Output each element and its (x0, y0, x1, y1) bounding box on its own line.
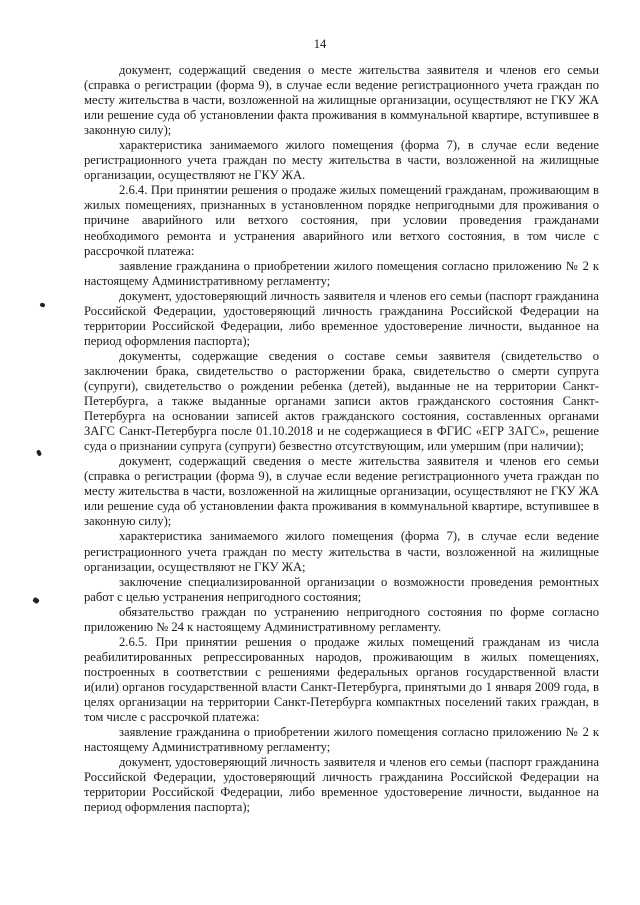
paragraph-application-2: заявление гражданина о приобретении жилого помещения согласно приложению № 2 к настоящему Административному регламенту; (84, 725, 599, 755)
paragraph-identity-document: документ, удостоверяющий личность заявителя и членов его семьи (паспорт гражданина Российской Федерации, удостоверяющий личность гражданина Российской Федерации на территории Российской Федерации, либо временное удостоверение личности, выданное на период оформления паспорта); (84, 288, 599, 348)
paragraph-application: заявление гражданина о приобретении жилого помещения согласно приложению № 2 к настоящему Административному регламенту; (84, 258, 599, 288)
paragraph-residence-certificate-2: документ, содержащий сведения о месте жительства заявителя и членов его семьи (справка о регистрации (форма 9), в случае если ведение регистрационного учета граждан по месту жительства в части, возложенной на жилищные организации, осуществляют не ГКУ ЖА или решение суда об установлении факта проживания в коммунальной квартире, вступившее в законную силу); (84, 454, 599, 529)
paragraph-family-documents: документы, содержащие сведения о составе семьи заявителя (свидетельство о заключении брака, свидетельство о расторжении брака, свидетельство о смерти супруга (супруги), свидетельство о рождении ребенка (детей), выданные не на территории Санкт-Петербурга, а также выданные органами записи актов гражданского состояния Санкт-Петербурга на основании записей актов гражданского состояния, составленных органами ЗАГС Санкт-Петербурга после 01.10.2018 и не содержащиеся в ФГИС «ЕГР ЗАГС», решение суда о признании супруга (супруги) безвестно отсутствующим, или умершим (при наличии); (84, 348, 599, 454)
scan-mark (39, 302, 45, 307)
scan-mark (36, 449, 42, 456)
paragraph-expert-conclusion: заключение специализированной организации о возможности проведения ремонтных работ с целью устранения непригодного состояния; (84, 574, 599, 604)
paragraph-housing-characteristic-2: характеристика занимаемого жилого помещения (форма 7), в случае если ведение регистрационного учета граждан по месту жительства в части, возложенной на жилищные организации, осуществляют не ГКУ ЖА; (84, 529, 599, 574)
paragraph-housing-characteristic: характеристика занимаемого жилого помещения (форма 7), в случае если ведение регистрационного учета граждан по месту жительства в части, возложенной на жилищные организации, осуществляют не ГКУ ЖА. (84, 138, 599, 183)
paragraph-obligation: обязательство граждан по устранению непригодного состояния по форме согласно приложению № 24 к настоящему Административному регламенту. (84, 604, 599, 634)
document-body (84, 63, 599, 815)
page-number: 14 (313, 37, 327, 51)
scan-mark (32, 597, 40, 605)
paragraph-residence-certificate: документ, содержащий сведения о месте жительства заявителя и членов его семьи (справка о регистрации (форма 9), в случае если ведение регистрационного учета граждан по месту жительства в части, возложенной на жилищные организации, осуществляют не ГКУ ЖА или решение суда об установлении факта проживания в коммунальной квартире, вступившее в законную силу); (84, 63, 599, 138)
paragraph-section-2-6-4: 2.6.4. При принятии решения о продаже жилых помещений гражданам, проживающим в жилых помещениях, признанных в установленном порядке непригодными для проживания о причине аварийного или ветхого состояния, при условии проведения гражданами необходимого ремонта и устранения аварийного или ветхого состояния, в том числе с рассрочкой платежа: (84, 183, 599, 258)
paragraph-section-2-6-5: 2.6.5. При принятии решения о продаже жилых помещений гражданам из числа реабилитированных репрессированных народов, проживающим в жилых помещениях, построенных в соответствии с решениями федеральных органов государственной власти и(или) органов государственной власти Санкт-Петербурга, принятыми до 1 января 2009 года, в целях организации на территории Санкт-Петербурга компактных поселений таких граждан, в том числе с рассрочкой платежа: (84, 634, 599, 725)
paragraph-identity-document-2: документ, удостоверяющий личность заявителя и членов его семьи (паспорт гражданина Российской Федерации, удостоверяющий личность гражданина Российской Федерации на территории Российской Федерации, либо временное удостоверение личности, выданное на период оформления паспорта); (84, 755, 599, 815)
